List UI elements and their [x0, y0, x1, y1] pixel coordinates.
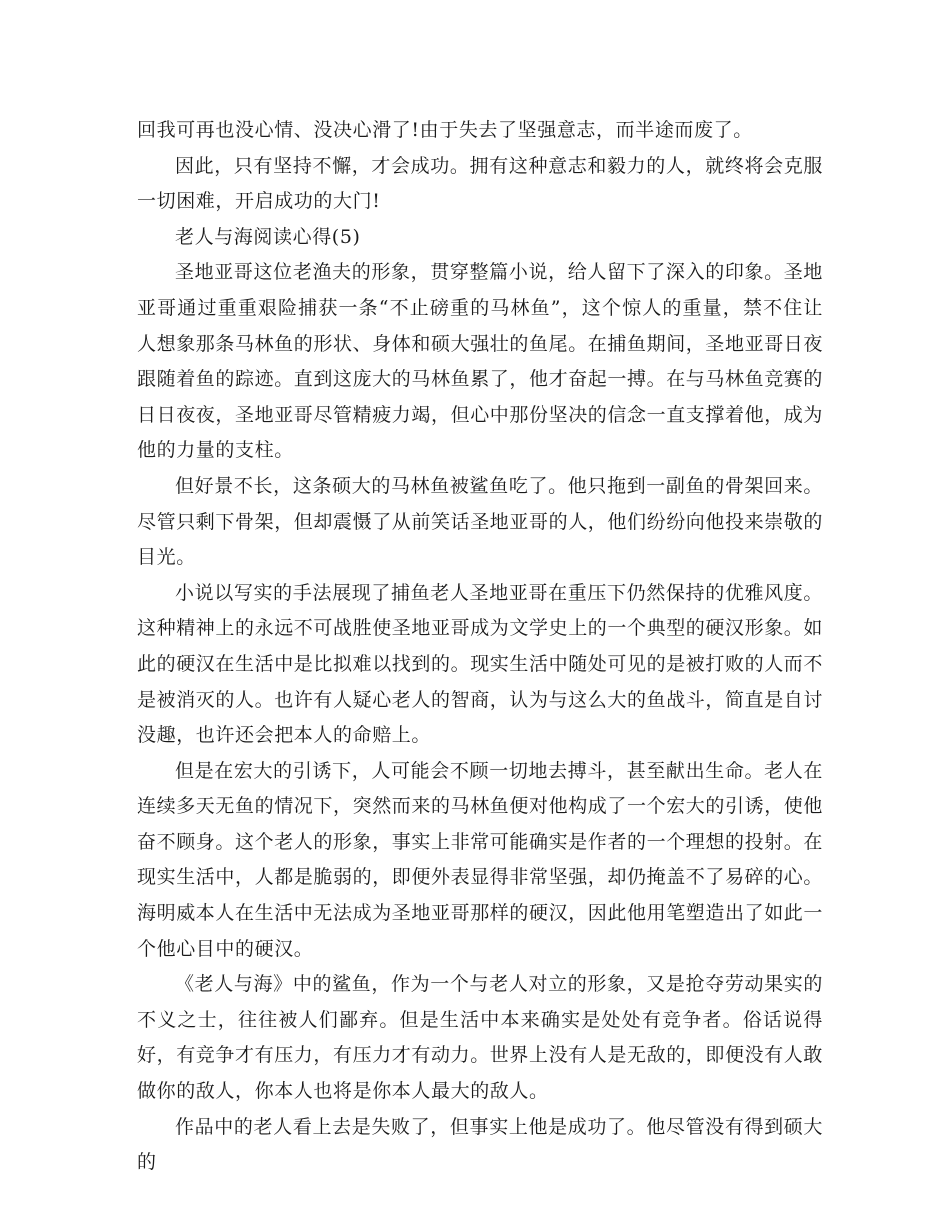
- paragraph-3: 圣地亚哥这位老渔夫的形象，贯穿整篇小说，给人留下了深入的印象。圣地亚哥通过重重艰险捕获一条“不止磅重的马林鱼”，这个惊人的重量，禁不住让人想象那条马林鱼的形状、身体和硕大强壮的鱼尾。在捕鱼期间，圣地亚哥日夜跟随着鱼的踪迹。直到这庞大的马林鱼累了，他才奋起一搏。在与马林鱼竞赛的日日夜夜，圣地亚哥尽管精疲力竭，但心中那份坚决的信念一直支撑着他，成为他的力量的支柱。: [137, 261, 824, 462]
- paragraph-4: 但好景不长，这条硕大的马林鱼被鲨鱼吃了。他只拖到一副鱼的骨架回来。尽管只剩下骨架，但却震慑了从前笑话圣地亚哥的人，他们纷纷向他投来崇敬的目光。: [137, 474, 824, 569]
- document-body: [137, 113, 823, 1181]
- paragraph-2: 因此，只有坚持不懈，才会成功。拥有这种意志和毅力的人，就终将会克服一切困难，开启成功的大门!: [137, 154, 823, 213]
- paragraph-8: 作品中的老人看上去是失败了，但事实上他是成功了。他尽管没有得到硕大的: [137, 1115, 823, 1174]
- paragraph-7: 《老人与海》中的鲨鱼，作为一个与老人对立的形象，又是抢夺劳动果实的不义之士，往往被人们鄙弃。但是生活中本来确实是处处有竞争者。俗话说得好，有竞争才有压力，有压力才有动力。世界上没有人是无敌的，即便没有人敢做你的敌人，你本人也将是你本人最大的敌人。: [137, 973, 824, 1103]
- section-heading: 老人与海阅读心得(5): [175, 225, 361, 248]
- paragraph-5: 小说以写实的手法展现了捕鱼老人圣地亚哥在重压下仍然保持的优雅风度。这种精神上的永远不可战胜使圣地亚哥成为文学史上的一个典型的硬汉形象。如此的硬汉在生活中是比拟难以找到的。现实生活中随处可见的是被打败的人而不是被消灭的人。也许有人疑心老人的智商，认为与这么大的鱼战斗，简直是自讨没趣，也许还会把本人的命赔上。: [137, 581, 824, 747]
- paragraph-6: 但是在宏大的引诱下，人可能会不顾一切地去搏斗，甚至献出生命。老人在连续多天无鱼的情况下，突然而来的马林鱼便对他构成了一个宏大的引诱，使他奋不顾身。这个老人的形象，事实上非常可能确实是作者的一个理想的投射。在现实生活中，人都是脆弱的，即便外表显得非常坚强，却仍掩盖不了易碎的心。海明威本人在生活中无法成为圣地亚哥那样的硬汉，因此他用笔塑造出了如此一个他心目中的硬汉。: [137, 759, 824, 960]
- paragraph-1: 回我可再也没心情、没决心滑了!由于失去了坚强意志，而半途而废了。: [137, 119, 753, 141]
